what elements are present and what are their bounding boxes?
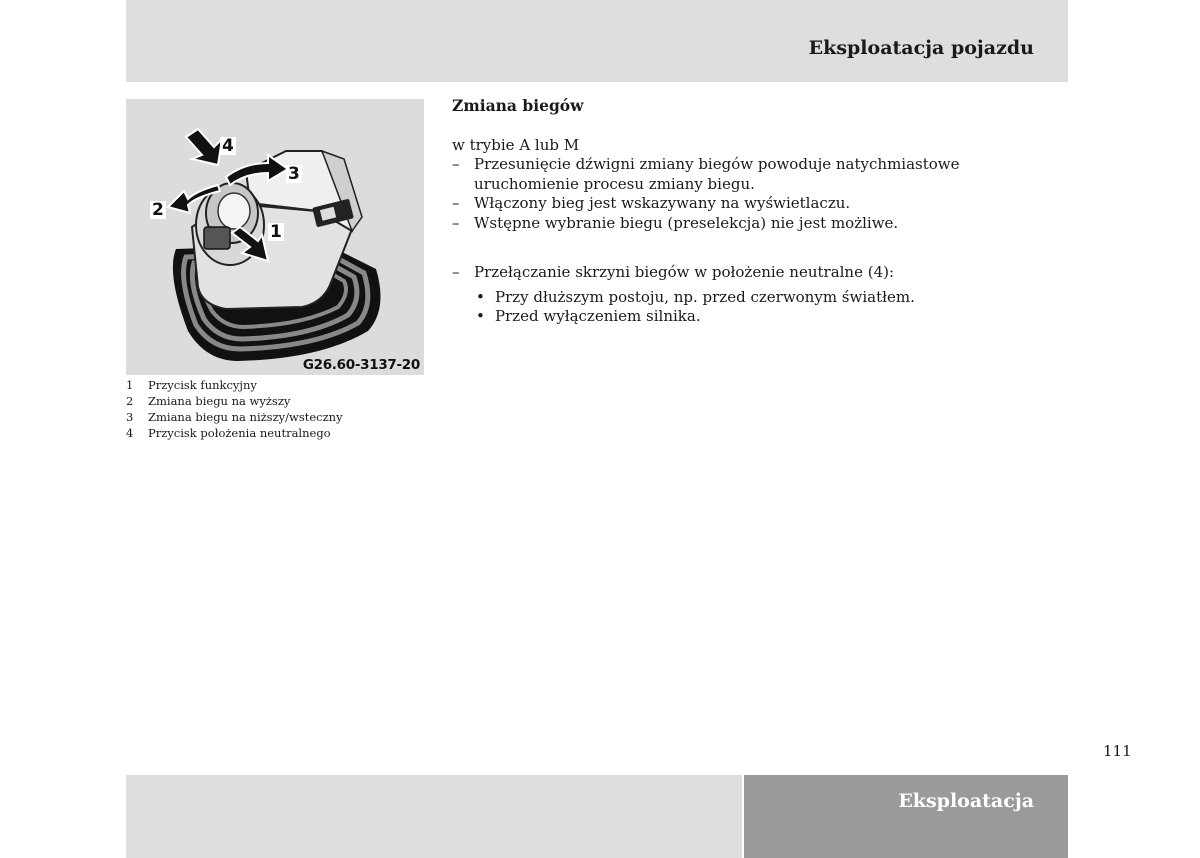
legend-text: Zmiana biegu na wyższy: [148, 394, 291, 408]
spacer: [452, 233, 1068, 263]
page-header-title: Eksploatacja pojazdu: [808, 37, 1034, 59]
list-item-text: Przy dłuższym postoju, np. przed czerwonym światłem.: [495, 287, 915, 306]
dash-marker: –: [452, 213, 460, 232]
footer-section-title: Eksploatacja: [898, 790, 1034, 812]
list-item-text: Przed wyłączeniem silnika.: [495, 307, 701, 325]
figure-label-1: 1: [270, 222, 282, 242]
dash-marker: –: [452, 155, 460, 173]
figure-label-3: 3: [288, 164, 300, 184]
footer-bar-right: [744, 775, 1068, 858]
lever-knob-cap: [218, 193, 250, 229]
legend-number: 3: [126, 410, 134, 424]
footer-bar-left: [126, 775, 742, 858]
legend-number: 4: [126, 426, 134, 440]
list-item: [476, 288, 1068, 308]
figure-legend: [126, 377, 426, 441]
gear-selector-figure: [126, 99, 424, 375]
legend-text: Przycisk funkcyjny: [148, 378, 257, 392]
dash-marker: –: [452, 263, 460, 281]
legend-text: Przycisk położenia neutralnego: [148, 426, 331, 440]
figure-code: G26.60-3137-20: [302, 357, 420, 373]
list-item: [476, 307, 1068, 327]
arrow-4-icon: [186, 129, 222, 165]
list-item: [452, 194, 1068, 214]
legend-number: 1: [126, 378, 134, 392]
legend-item: [126, 409, 426, 425]
page-number: 111: [1103, 742, 1132, 760]
header-bar: [126, 0, 1068, 82]
legend-item: [126, 377, 426, 393]
neutral-list: [452, 263, 1068, 283]
list-item-text: Włączony bieg jest wskazywany na wyświetlaczu.: [474, 194, 851, 212]
dash-marker: –: [452, 194, 460, 212]
bullet-list: [452, 288, 1068, 327]
list-item: [452, 263, 1068, 283]
list-item-text: Wstępne wybranie biegu (preselekcja) nie jest możliwe.: [474, 213, 899, 232]
mode-line: w trybie A lub M: [452, 135, 580, 154]
function-button: [204, 227, 230, 249]
main-content: [452, 96, 1068, 327]
list-item-text: Przełączanie skrzyni biegów w położenie neutralne (4):: [474, 263, 895, 281]
legend-number: 2: [126, 394, 134, 408]
list-item: [452, 214, 1068, 234]
legend-item: [126, 425, 426, 441]
section-title: Zmiana biegów: [452, 96, 584, 115]
list-item-text: Przesunięcie dźwigni zmiany biegów powoduje natychmiastowe uruchomienie procesu zmiany biegu.: [474, 155, 960, 193]
dash-list: [452, 155, 1068, 233]
list-item: [452, 155, 1068, 194]
bullet-marker: •: [476, 307, 485, 325]
figure-label-4: 4: [222, 136, 234, 156]
legend-item: [126, 393, 426, 409]
figure-label-2: 2: [152, 200, 164, 220]
bullet-marker: •: [476, 287, 485, 306]
legend-text: Zmiana biegu na niższy/wsteczny: [148, 410, 343, 424]
